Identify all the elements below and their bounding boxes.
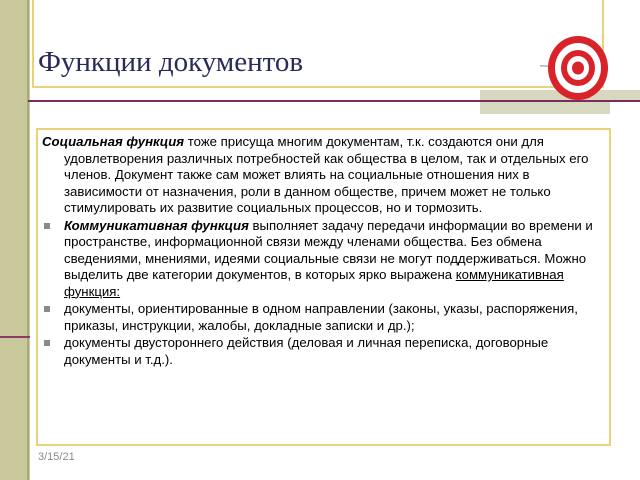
term-communicative-function: Коммуникативная функция [64,217,249,233]
left-decor-strip [0,0,30,480]
content-body [42,134,598,369]
target-bullseye [572,62,584,75]
slide-date: 3/15/21 [38,451,75,463]
list-item [42,301,598,334]
paragraph-social-function [42,134,598,217]
one-way-documents-text: документы, ориентированные в одном направлении (законы, указы, распоряжения, приказы, инструкции, жалобы, докладные записки и др.); [64,301,578,333]
left-decor-line [27,0,29,480]
two-way-documents-text: документы двустороннего действия (деловая и личная переписка, договорные документы и т.д.). [64,335,549,367]
square-bullet-icon [44,223,50,229]
term-social-function: Социальная функция [42,134,185,149]
social-function-text: тоже присуща многим документам, т.к. создаются они для удовлетворения различных потребностей как общества в целом, так и отдельных его членов. Документ также сам может влиять на социальные отношения них в зависимости от назначения, роли в данном обществе, причем может не только стимулировать их развитие социальных процессов, но и тормозить. [64,134,589,215]
square-bullet-icon [44,340,50,346]
list-item [42,335,598,368]
slide-title: Функции документов [38,46,304,78]
left-accent-rule [0,336,30,338]
communicative-function-text: выполняет задачу передачи информации во времени и пространстве, информационной связи между членами общества. Без обмена сведениями, мнениями, идеями социальные связи не могут поддерживаться. Можно выделить две категории документов, в которых ярко выражена [64,217,593,282]
communicative-function-underlined: коммуникативная функция: [64,267,564,299]
square-bullet-icon [44,306,50,312]
list-item [42,218,598,301]
target-icon [540,18,610,102]
